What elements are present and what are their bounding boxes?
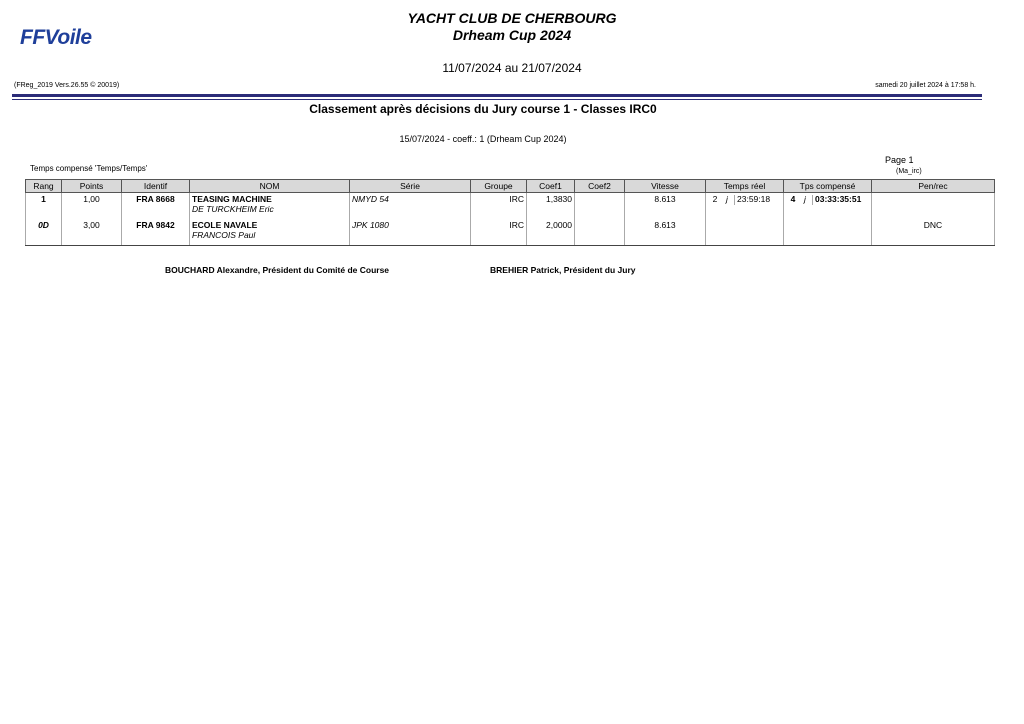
cell-identif: FRA 8668 (122, 193, 190, 220)
cell-coef1: 2,0000 (527, 219, 575, 246)
col-header: Rang (26, 180, 62, 193)
logo-text: FFVoile (20, 26, 92, 49)
cell-points: 3,00 (62, 219, 122, 246)
col-header: Série (350, 180, 471, 193)
col-header: Coef2 (575, 180, 625, 193)
cell-temps-reel (706, 193, 784, 220)
cell-rang: 0D (26, 219, 62, 246)
page-number: Page 1 (885, 155, 914, 165)
cell-nom (190, 193, 350, 220)
col-header: Coef1 (527, 180, 575, 193)
boat-name: TEASING MACHINE (192, 194, 272, 204)
boat-name: ECOLE NAVALE (192, 220, 258, 230)
race-committee-signature: BOUCHARD Alexandre, Président du Comité de Course (165, 265, 390, 275)
event-name: Drheam Cup 2024 (452, 27, 572, 43)
results-table (25, 179, 995, 246)
skipper-name: FRANCOIS Paul (192, 230, 256, 240)
race-info: 15/07/2024 - coeff.: 1 (Drheam Cup 2024) (399, 134, 567, 144)
cell-vitesse: 8.613 (625, 219, 706, 246)
cell-rang: 1 (26, 193, 62, 220)
header-rule-thick (12, 94, 982, 97)
rating-code: (Ma_irc) (896, 168, 922, 175)
col-header: Points (62, 180, 122, 193)
table-row (26, 219, 995, 246)
col-header: Temps réel (706, 180, 784, 193)
time-mode: Temps compensé 'Temps/Temps' (30, 164, 148, 173)
cell-vitesse: 8.613 (625, 193, 706, 220)
comp-days: 4 (790, 194, 796, 204)
table-header-row (26, 180, 995, 193)
cell-tps-compense (784, 193, 872, 220)
cell-tps-compense (784, 219, 872, 246)
cell-identif: FRA 9842 (122, 219, 190, 246)
club-name: YACHT CLUB DE CHERBOURG (407, 10, 617, 26)
cell-coef2 (575, 219, 625, 246)
col-header: Vitesse (625, 180, 706, 193)
skipper-name: DE TURCKHEIM Eric (192, 204, 274, 214)
report-title: Classement après décisions du Jury course 1 - Classes IRC0 (309, 102, 657, 116)
cell-groupe: IRC (471, 219, 527, 246)
print-timestamp: samedi 20 juillet 2024 à 17:58 h. (875, 82, 976, 89)
reel-j: j (726, 194, 728, 204)
col-header: Groupe (471, 180, 527, 193)
cell-divider (812, 195, 813, 205)
comp-time: 03:33:35:51 (815, 194, 862, 204)
cell-nom (190, 219, 350, 246)
cell-penrec (872, 193, 995, 220)
cell-divider (734, 195, 735, 205)
col-header: NOM (190, 180, 350, 193)
cell-coef1: 1,3830 (527, 193, 575, 220)
cell-groupe: IRC (471, 193, 527, 220)
cell-serie: JPK 1080 (350, 219, 471, 246)
cell-penrec: DNC (872, 219, 995, 246)
jury-signature: BREHIER Patrick, Président du Jury (490, 265, 636, 275)
reel-time: 23:59:18 (737, 194, 771, 204)
header-rule-thin (12, 99, 982, 100)
col-header: Tps compensé (784, 180, 872, 193)
col-header: Pen/rec (872, 180, 995, 193)
col-header: Identif (122, 180, 190, 193)
cell-points: 1,00 (62, 193, 122, 220)
reel-days: 2 (712, 194, 718, 204)
table-row (26, 193, 995, 220)
cell-coef2 (575, 193, 625, 220)
comp-j: j (804, 194, 806, 204)
event-dates: 11/07/2024 au 21/07/2024 (442, 61, 582, 75)
cell-temps-reel (706, 219, 784, 246)
software-version: (FReg_2019 Vers.26.55 © 20019) (14, 82, 120, 89)
cell-serie: NMYD 54 (350, 193, 471, 220)
